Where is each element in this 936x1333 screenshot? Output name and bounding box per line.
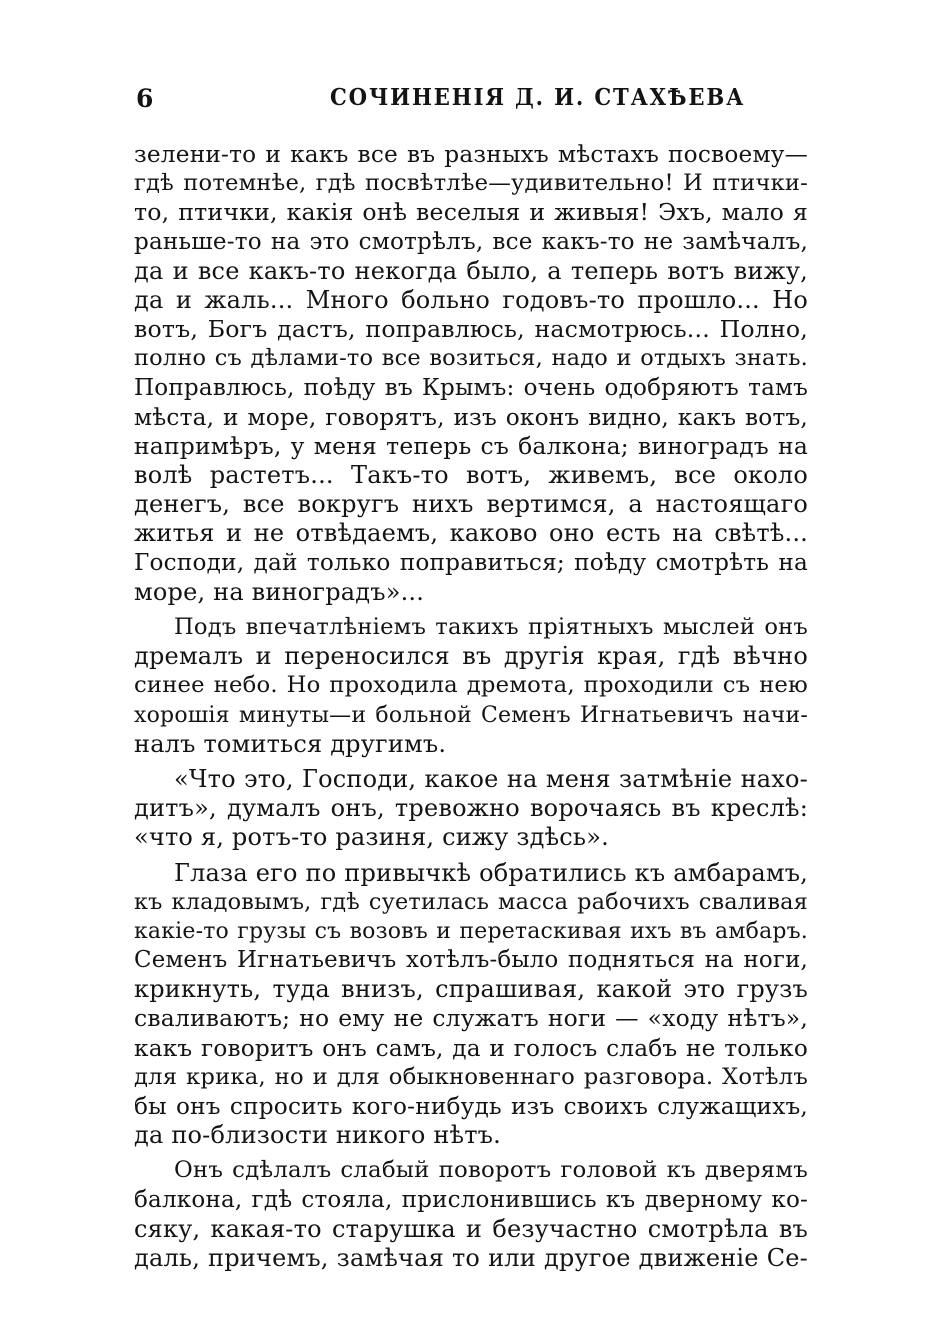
text-line: полно съ дѣлами-то все возиться, надо и отдыхъ знать. [134, 345, 808, 372]
text-line: да по-близости никого нѣтъ. [134, 1121, 501, 1150]
text-line: Господи, дай только поправиться; поѣду смотрѣть на [134, 549, 808, 576]
text-line: житья и не отвѣдаемъ, каково оно есть на свѣтѣ... [134, 519, 808, 548]
text-line: синее небо. Но проходила дремота, проходили съ нею [134, 672, 808, 699]
page-header [136, 84, 808, 118]
text-line: то, птички, какія онѣ веселыя и живыя! Эхъ, мало я [134, 198, 808, 227]
text-line: балкона, гдѣ стояла, прислонившись къ дверному ко- [134, 1186, 808, 1213]
text-line: даль, причемъ, замѣчая то или другое движеніе Се- [134, 1243, 808, 1272]
text-line: зелени-то и какъ все въ разныхъ мѣстахъ посвоему— [134, 141, 808, 168]
text-line: какіе-то грузы съ возовъ и перетаскивая ихъ въ амбаръ. [134, 918, 808, 944]
text-line: къ кладовымъ, гдѣ суетилась масса рабочихъ сваливая [134, 888, 808, 915]
body-text [134, 140, 808, 1279]
text-line: Поправлюсь, поѣду въ Крымъ: очень одобряютъ тамъ [134, 374, 808, 401]
text-line: бы онъ спросить кого-нибудь изъ своихъ служащихъ, [134, 1093, 808, 1120]
running-head: СОЧИНЕНІЯ Д. И. СТАХѢЕВА [330, 84, 746, 111]
text-line: раньше-то на это смотрѣлъ, все какъ-то не замѣчалъ, [134, 228, 808, 255]
text-line: Семенъ Игнатьевичъ хотѣлъ-было подняться на ноги, [134, 947, 808, 974]
text-line: гдѣ потемнѣе, гдѣ посвѣтлѣе—удивительно! И птички- [134, 170, 808, 197]
text-line: да и все какъ-то некогда было, а теперь вотъ вижу, [134, 256, 808, 285]
text-line: вотъ, Богъ дастъ, поправлюсь, насмотрюсь... Полно, [134, 315, 808, 344]
page-number: 6 [136, 84, 155, 113]
text-line: «Что это, Господи, какое на меня затмѣніе нахо- [174, 764, 808, 793]
text-line: дремалъ и переносился въ другія края, гдѣ вѣчно [134, 642, 808, 671]
paragraph [134, 613, 808, 759]
text-line: для крика, но и для обыкновеннаго разговора. Хотѣлъ [134, 1063, 808, 1090]
text-line: Глаза его по привычкѣ обратились къ амбарамъ, [174, 858, 808, 887]
text-line: Онъ сдѣлалъ слабый поворотъ головой къ дверямъ [174, 1157, 808, 1184]
text-line: мѣста, и море, говорятъ, изъ оконъ видно, какъ вотъ, [134, 403, 808, 431]
text-line: «что я, ротъ-то разиня, сижу здѣсь». [134, 823, 609, 852]
paragraph [134, 765, 808, 853]
text-line: да и жаль... Много больно годовъ-то прошло... Но [134, 285, 808, 314]
text-line: налъ томиться другимъ. [134, 729, 447, 758]
text-line: волѣ растетъ... Такъ-то вотъ, живемъ, все около [134, 461, 808, 490]
paragraph [134, 1156, 808, 1273]
text-line: Подъ впечатлѣніемъ такихъ пріятныхъ мыслей онъ [174, 614, 808, 640]
text-line: крикнуть, туда внизъ, спрашивая, какой это грузъ [134, 975, 808, 1004]
text-line: сваливаютъ; но ему не служатъ ноги — «ходу нѣтъ», [134, 1004, 808, 1033]
text-line: денегъ, все вокругъ нихъ вертимся, а настоящаго [134, 490, 808, 519]
paragraph [134, 140, 808, 607]
text-line: дитъ», думалъ онъ, тревожно ворочаясь въ креслѣ: [134, 794, 808, 823]
text-line: какъ говоритъ онъ самъ, да и голосъ слабъ не только [134, 1034, 808, 1062]
paragraph [134, 859, 808, 1151]
text-line: напримѣръ, у меня теперь съ балкона; виноградъ на [134, 431, 808, 460]
text-line: море, на виноградъ»... [134, 577, 425, 606]
text-line: хорошія минуты—и больной Семенъ Игнатьевичъ начи- [134, 702, 808, 728]
text-line: сяку, какая-то старушка и безучастно смотрѣла въ [134, 1214, 808, 1243]
